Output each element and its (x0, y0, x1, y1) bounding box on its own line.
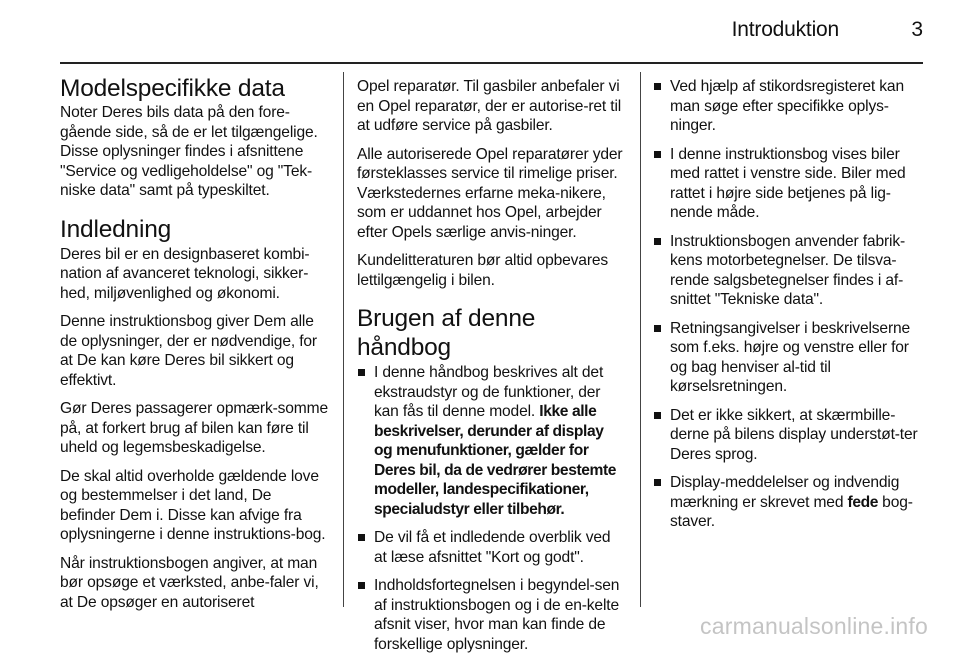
list-item (357, 576, 625, 654)
list-item-text: bog-staver. (670, 493, 913, 530)
page-number: 3 (911, 18, 923, 41)
list-item (653, 406, 925, 465)
heading-modelspecifikke-data: Modelspecifikke data (60, 75, 285, 102)
paragraph: Alle autoriserede Opel reparatører yder førsteklasses service til rimelige priser. Værkstedernes erfarne meka-nikere, som er uddannet hos Opel, arbejder efter Opels særlige anvis-ninger. (357, 145, 623, 241)
column-divider-2 (640, 72, 641, 607)
column-3 (653, 77, 925, 541)
paragraph: Gør Deres passagerer opmærk-somme på, at forkert brug af bilen kan føre til uheld og legemsbeskadigelse. (60, 400, 329, 456)
list-item-text: I denne håndbog beskrives alt det ekstraudstyr og de funktioner, der kan fås til denne model. (374, 364, 604, 420)
bullet-square-icon (654, 479, 661, 486)
bullet-square-icon (654, 412, 661, 419)
column-2 (357, 77, 625, 663)
bullet-square-icon (358, 369, 365, 376)
list-item-text: Det er ikke sikkert, at skærmbille-derne på bilens display understøt-ter Deres sprog. (670, 406, 918, 463)
list-item-text: Instruktionsbogen anvender fabrik-kens motorbetegnelser. De tilsva-rende salgsbetegnelser findes i af-snittet "Tekniske data". (670, 232, 906, 308)
list-item (357, 363, 625, 519)
page-header-title: Introduktion (731, 18, 839, 41)
page-header (60, 0, 923, 62)
paragraph: Denne instruktionsbog giver Dem alle de oplysninger, der er nødvendige, for at De kan køre Deres bil sikkert og effektivt. (60, 313, 317, 389)
bullet-square-icon (358, 534, 365, 541)
paragraph: Opel reparatør. Til gasbiler anbefaler vi en Opel reparatør, der er autorise-ret til at udføre service på gasbiler. (357, 78, 622, 134)
list-item-text: Display-meddelelser og indvendig mærkning er skrevet med (670, 474, 900, 511)
list-item-text: Ved hjælp af stikordsregisteret kan man søge efter specifikke oplys-ninger. (670, 78, 904, 134)
paragraph: De skal altid overholde gældende love og bestemmelser i det land, De befinder Dem i. Disse kan afvige fra oplysningerne i denne instruktions-bog. (60, 467, 326, 543)
header-rule (60, 62, 923, 64)
list-item-text: Retningsangivelser i beskrivelserne som f.eks. højre og venstre eller for og bag henviser al-tid til kørselsretningen. (670, 319, 911, 395)
heading-brugen-af-denne-handbog: Brugen af denne håndbog (357, 305, 536, 361)
list-item-bold-text: Ikke alle beskrivelser, derunder af display og menufunktioner, gælder for Deres bil, da de vedrører bestemte modeller, landespecifikationer, specialudstyr eller tilbehør. (374, 403, 617, 518)
list-item (357, 528, 625, 567)
list-item (653, 473, 925, 532)
list-item (653, 145, 925, 223)
bullet-list (357, 363, 625, 654)
paragraph: Kundelitteraturen bør altid opbevares lettilgængelig i bilen. (357, 252, 609, 289)
column-divider-1 (343, 72, 344, 607)
bullet-square-icon (654, 325, 661, 332)
list-item-bold-text: fede (847, 493, 878, 511)
heading-indledning: Indledning (60, 215, 172, 243)
list-item (653, 319, 925, 397)
list-item-text: De vil få et indledende overblik ved at læse afsnittet "Kort og godt". (374, 529, 611, 566)
bullet-list (653, 77, 925, 532)
list-item-text: Indholdsfortegnelsen i begyndel-sen af instruktionsbogen og i de en-kelte afsnit viser, hvor man kan finde de forskellige oplysninger. (374, 577, 620, 653)
bullet-square-icon (654, 83, 661, 90)
column-1 (60, 72, 330, 621)
paragraph: Deres bil er en designbaseret kombi-nation af avanceret teknologi, sikker-hed, miljøvenlighed og økonomi. (60, 245, 310, 302)
bullet-square-icon (654, 238, 661, 245)
watermark: carmanualsonline.info (700, 613, 928, 639)
list-item (653, 232, 925, 310)
list-item (653, 77, 925, 136)
bullet-square-icon (654, 151, 661, 158)
paragraph: Når instruktionsbogen angiver, at man bør opsøge et værksted, anbe-faler vi, at De opsøger en autoriseret (60, 554, 319, 611)
paragraph: Noter Deres bils data på den fore-gående side, så de er let tilgængelige. Disse oplysninger findes i afsnittene "Service og vedligeholdelse" og "Tek-niske data" samt på typeskiltet. (60, 104, 318, 199)
list-item-text: I denne instruktionsbog vises biler med rattet i venstre side. Biler med rattet i højre side betjenes på lig-nende måde. (670, 145, 906, 221)
bullet-square-icon (358, 582, 365, 589)
